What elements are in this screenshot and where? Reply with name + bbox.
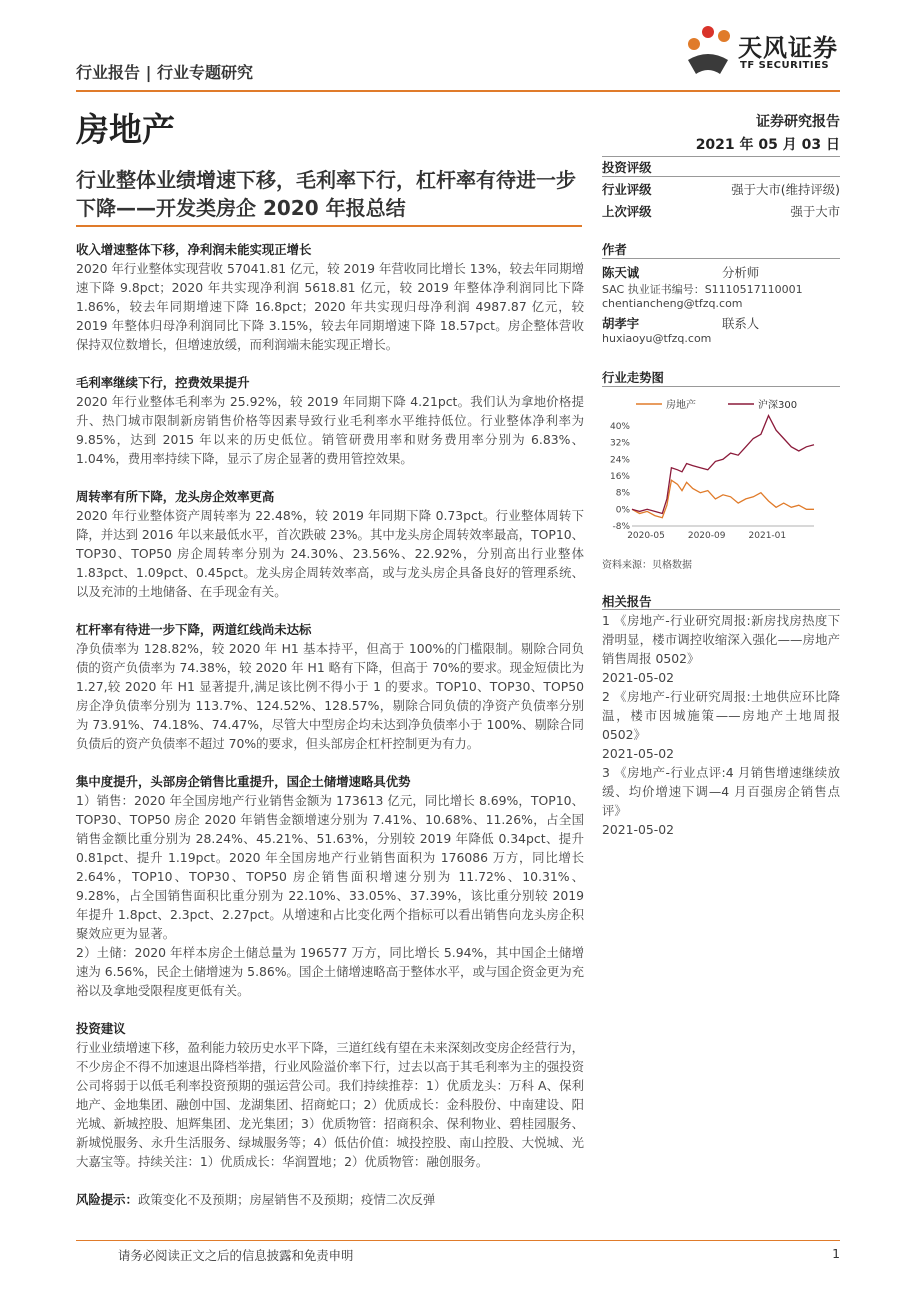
title-divider <box>76 225 582 227</box>
related-report-title[interactable]: 1 《房地产-行业研究周报:新房找房热度下滑明显，楼市调控收缩深入强化——房地产销售周报 0502》 <box>602 613 840 666</box>
author-role: 联系人 <box>722 316 760 331</box>
chart-source: 资料来源：贝格数据 <box>602 560 692 571</box>
report-date: 2021 年 05 月 03 日 <box>695 137 840 153</box>
trend-rule <box>602 386 840 387</box>
header-divider <box>76 90 840 92</box>
trend-heading: 行业走势图 <box>602 370 664 385</box>
logo-name: 天风证券 <box>738 34 838 62</box>
rating-top-rule <box>602 156 840 157</box>
author-role: 分析师 <box>722 265 760 280</box>
series-line <box>632 416 814 514</box>
y-tick-label: 32% <box>609 438 630 449</box>
rating-label: 上次评级 <box>602 204 652 219</box>
sector-title: 房地产 <box>76 110 175 149</box>
section-heading: 周转率有所下降，龙头房企效率更高 <box>76 489 275 504</box>
section-paragraph: 2020 年行业整体实现营收 57041.81 亿元，较 2019 年营收同比增长 13%，较去年同期增速下降 9.8pct；2020 年共实现净利润 5618.81 亿元，较 2019 年整体净利润同比下降 1.86%，较去年同期增速下降 16.8pct；2020 年共实现归母净利润 4987.87 亿元，较 2019 年整体归母净利润同比下降 3.15%，较去年同期增速下降 18.57pct。房企整体营收保持双位数增长，但增速放缓，而利润端未能实现正增长。 <box>76 261 584 352</box>
rating-label: 行业评级 <box>602 182 652 197</box>
related-report-date: 2021-05-02 <box>602 746 675 761</box>
y-tick-label: 8% <box>615 488 630 499</box>
rating-value: 强于大市 <box>790 204 840 219</box>
author-email[interactable]: chentiancheng@tfzq.com <box>602 297 743 310</box>
y-tick-label: -8% <box>612 522 630 532</box>
author-2 <box>602 314 840 345</box>
report-type: 证券研究报告 <box>756 114 840 130</box>
section-paragraph: 2）土储：2020 年样本房企土储总量为 196577 万方，同比增长 5.94%，其中国企土储增速为 6.56%，民企土储增速为 5.86%。国企土储增速略高于整体水平，或与国企资金更为充裕以及拿地受限程度更低有关。 <box>76 945 584 998</box>
related-report-2[interactable] <box>602 687 840 763</box>
section-paragraph: 净负债率为 128.82%，较 2020 年 H1 基本持平，但高于 100%的门槛限制。剔除合同负债的资产负债率为 74.38%，较 2020 年 H1 略有下降，但高于 70%的要求。现金短债比为 1.27,较 2020 年 H1 显著提升,满足该比例不得小于 1 的要求。TOP10、TOP30、TOP50 房企净负债率分别为 113.7%、124.52%、128.57%，剔除合同负债的净资产负债率分别为 73.91%、74.18%、74.47%，尽管大中型房企均未达到净负债率小于 100%、剔除合同负债后的资产负债率不超过 70%的要求，但头部房企杠杆控制更为有力。 <box>76 641 584 751</box>
related-report-1[interactable] <box>602 611 840 687</box>
x-tick-label: 2021-01 <box>748 531 787 541</box>
section-heading: 收入增速整体下移，净利润未能实现正增长 <box>76 242 312 257</box>
rating-value: 强于大市(维持评级) <box>731 182 840 197</box>
footer-disclaimer[interactable]: 请务必阅读正文之后的信息披露和免责申明 <box>118 1248 354 1263</box>
report-category: 行业报告 | 行业专题研究 <box>76 63 253 82</box>
legend-label: 房地产 <box>666 400 696 411</box>
related-rule <box>602 609 840 610</box>
related-report-date: 2021-05-02 <box>602 822 675 837</box>
section-heading: 集中度提升，头部房企销售比重提升，国企土储增速略具优势 <box>76 774 411 789</box>
footer-divider <box>76 1240 840 1241</box>
related-report-3[interactable] <box>602 763 840 839</box>
author-sac: SAC 执业证书编号：S1110517110001 <box>602 283 803 296</box>
report-title: 行业整体业绩增速下移，毛利率下行，杠杆率有待进一步下降——开发类房企 2020 年报总结 <box>76 168 576 220</box>
related-report-title[interactable]: 3 《房地产-行业点评:4 月销售增速继续放缓、均价增速下调—4 月百强房企销售点评》 <box>602 765 840 818</box>
section-heading: 投资建议 <box>76 1021 126 1036</box>
related-report-date: 2021-05-02 <box>602 670 675 685</box>
section-heading: 毛利率继续下行，控费效果提升 <box>76 375 250 390</box>
author-name: 胡孝宇 <box>602 316 640 331</box>
industry-trend-chart <box>602 388 840 548</box>
section-heading: 杠杆率有待进一步下降，两道红线尚未达标 <box>76 622 312 637</box>
section-paragraph: 2020 年行业整体毛利率为 25.92%，较 2019 年同期下降 4.21pct。我们认为拿地价格提升、热门城市限制新房销售价格等因素导致行业毛利率水平维持低位。行业整体净利率为 9.85%，达到 2015 年以来的历史低位。销管研费用率和财务费用率分别为 6.83%、1.04%，费用率持续下降，显示了房企显著的费用管控效果。 <box>76 394 584 466</box>
y-tick-label: 40% <box>609 422 630 432</box>
section-paragraph: 1）销售：2020 年全国房地产行业销售金额为 173613 亿元，同比增长 8.69%，TOP10、TOP30、TOP50 房企 2020 年销售金额增速分别为 7.41%、10.68%、11.26%，占全国销售金额比重分别为 28.24%、45.21%、51.63%，分别较 2019 年降低 0.34pct、提升 0.81pct、提升 1.19pct。2020 年全国房地产行业销售面积为 176086 万方，同比增长 2.64%，TOP10、TOP30、TOP50 房企销售面积增速分别为 11.72%、10.31%、9.28%，占全国销售面积比重分别为 22.10%、33.05%、37.39%，该比重分别较 2019 年提升 1.8pct、2.3pct、2.27pct。从增速和占比变化两个指标可以看出销售向龙头房企积聚效应更为显著。 <box>76 793 584 941</box>
risk-text: 政策变化不及预期；房屋销售不及预期；疫情二次反弹 <box>137 1192 436 1207</box>
y-tick-label: 24% <box>609 455 630 466</box>
author-1 <box>602 263 840 310</box>
y-tick-label: 0% <box>615 505 630 516</box>
section-paragraph: 2020 年行业整体资产周转率为 22.48%，较 2019 年同期下降 0.73pct。行业整体周转下降，并达到 2016 年以来最低水平，首次跌破 23%。其中龙头房企周转效率最高，TOP10、TOP30、TOP50 房企周转率分别为 24.30%、23.56%、22.92%，分别高出行业整体 1.83pct、1.09pct、0.45pct。龙头房企周转效率高，或与龙头房企具备良好的管理系统、以及充沛的土地储备、在手现金有关。 <box>76 508 584 599</box>
logo-english: TF SECURITIES <box>740 60 830 71</box>
author-email[interactable]: huxiaoyu@tfzq.com <box>602 332 712 345</box>
x-tick-label: 2020-05 <box>627 531 665 541</box>
x-tick-label: 2020-09 <box>687 531 726 541</box>
authors-heading: 作者 <box>602 242 627 257</box>
section-paragraph: 行业业绩增速下移，盈利能力较历史水平下降，三道红线有望在未来深刻改变房企经营行为，不少房企不得不加速退出降档举措，行业风险溢价率下行，过去以高于其毛利率为主的强投资公司将弱于以低毛利率投资预期的强运营公司。我们持续推荐：1）优质龙头：万科 A、保利地产、金地集团、融创中国、龙湖集团、招商蛇口；2）优质成长：金科股份、中南建设、阳光城、新城控股、旭辉集团、龙光集团；3）优质物管：招商积余、保利物业、碧桂园服务、新城悦服务、永升生活服务、绿城服务等；4）低估价值：城投控股、南山控股、大悦城、光大嘉宝等。持续关注：1）优质成长：华润置地；2）优质物管：融创服务。 <box>76 1040 585 1169</box>
page-number: 1 <box>832 1246 840 1261</box>
related-report-title[interactable]: 2 《房地产-行业研究周报:土地供应环比降温，楼市因城施策——房地产土地周报 0502》 <box>602 689 840 742</box>
rating-row-previous <box>602 202 840 220</box>
rating-rule <box>602 176 840 177</box>
risk-note <box>76 1190 584 1209</box>
related-heading: 相关报告 <box>602 594 652 609</box>
authors-rule <box>602 258 840 259</box>
rating-heading: 投资评级 <box>602 160 652 175</box>
author-name: 陈天诚 <box>602 265 640 280</box>
legend-label: 沪深300 <box>758 400 798 411</box>
rating-row-industry <box>602 180 840 198</box>
risk-label: 风险提示： <box>76 1192 138 1207</box>
y-tick-label: 16% <box>609 472 630 482</box>
report-body <box>76 240 584 1209</box>
